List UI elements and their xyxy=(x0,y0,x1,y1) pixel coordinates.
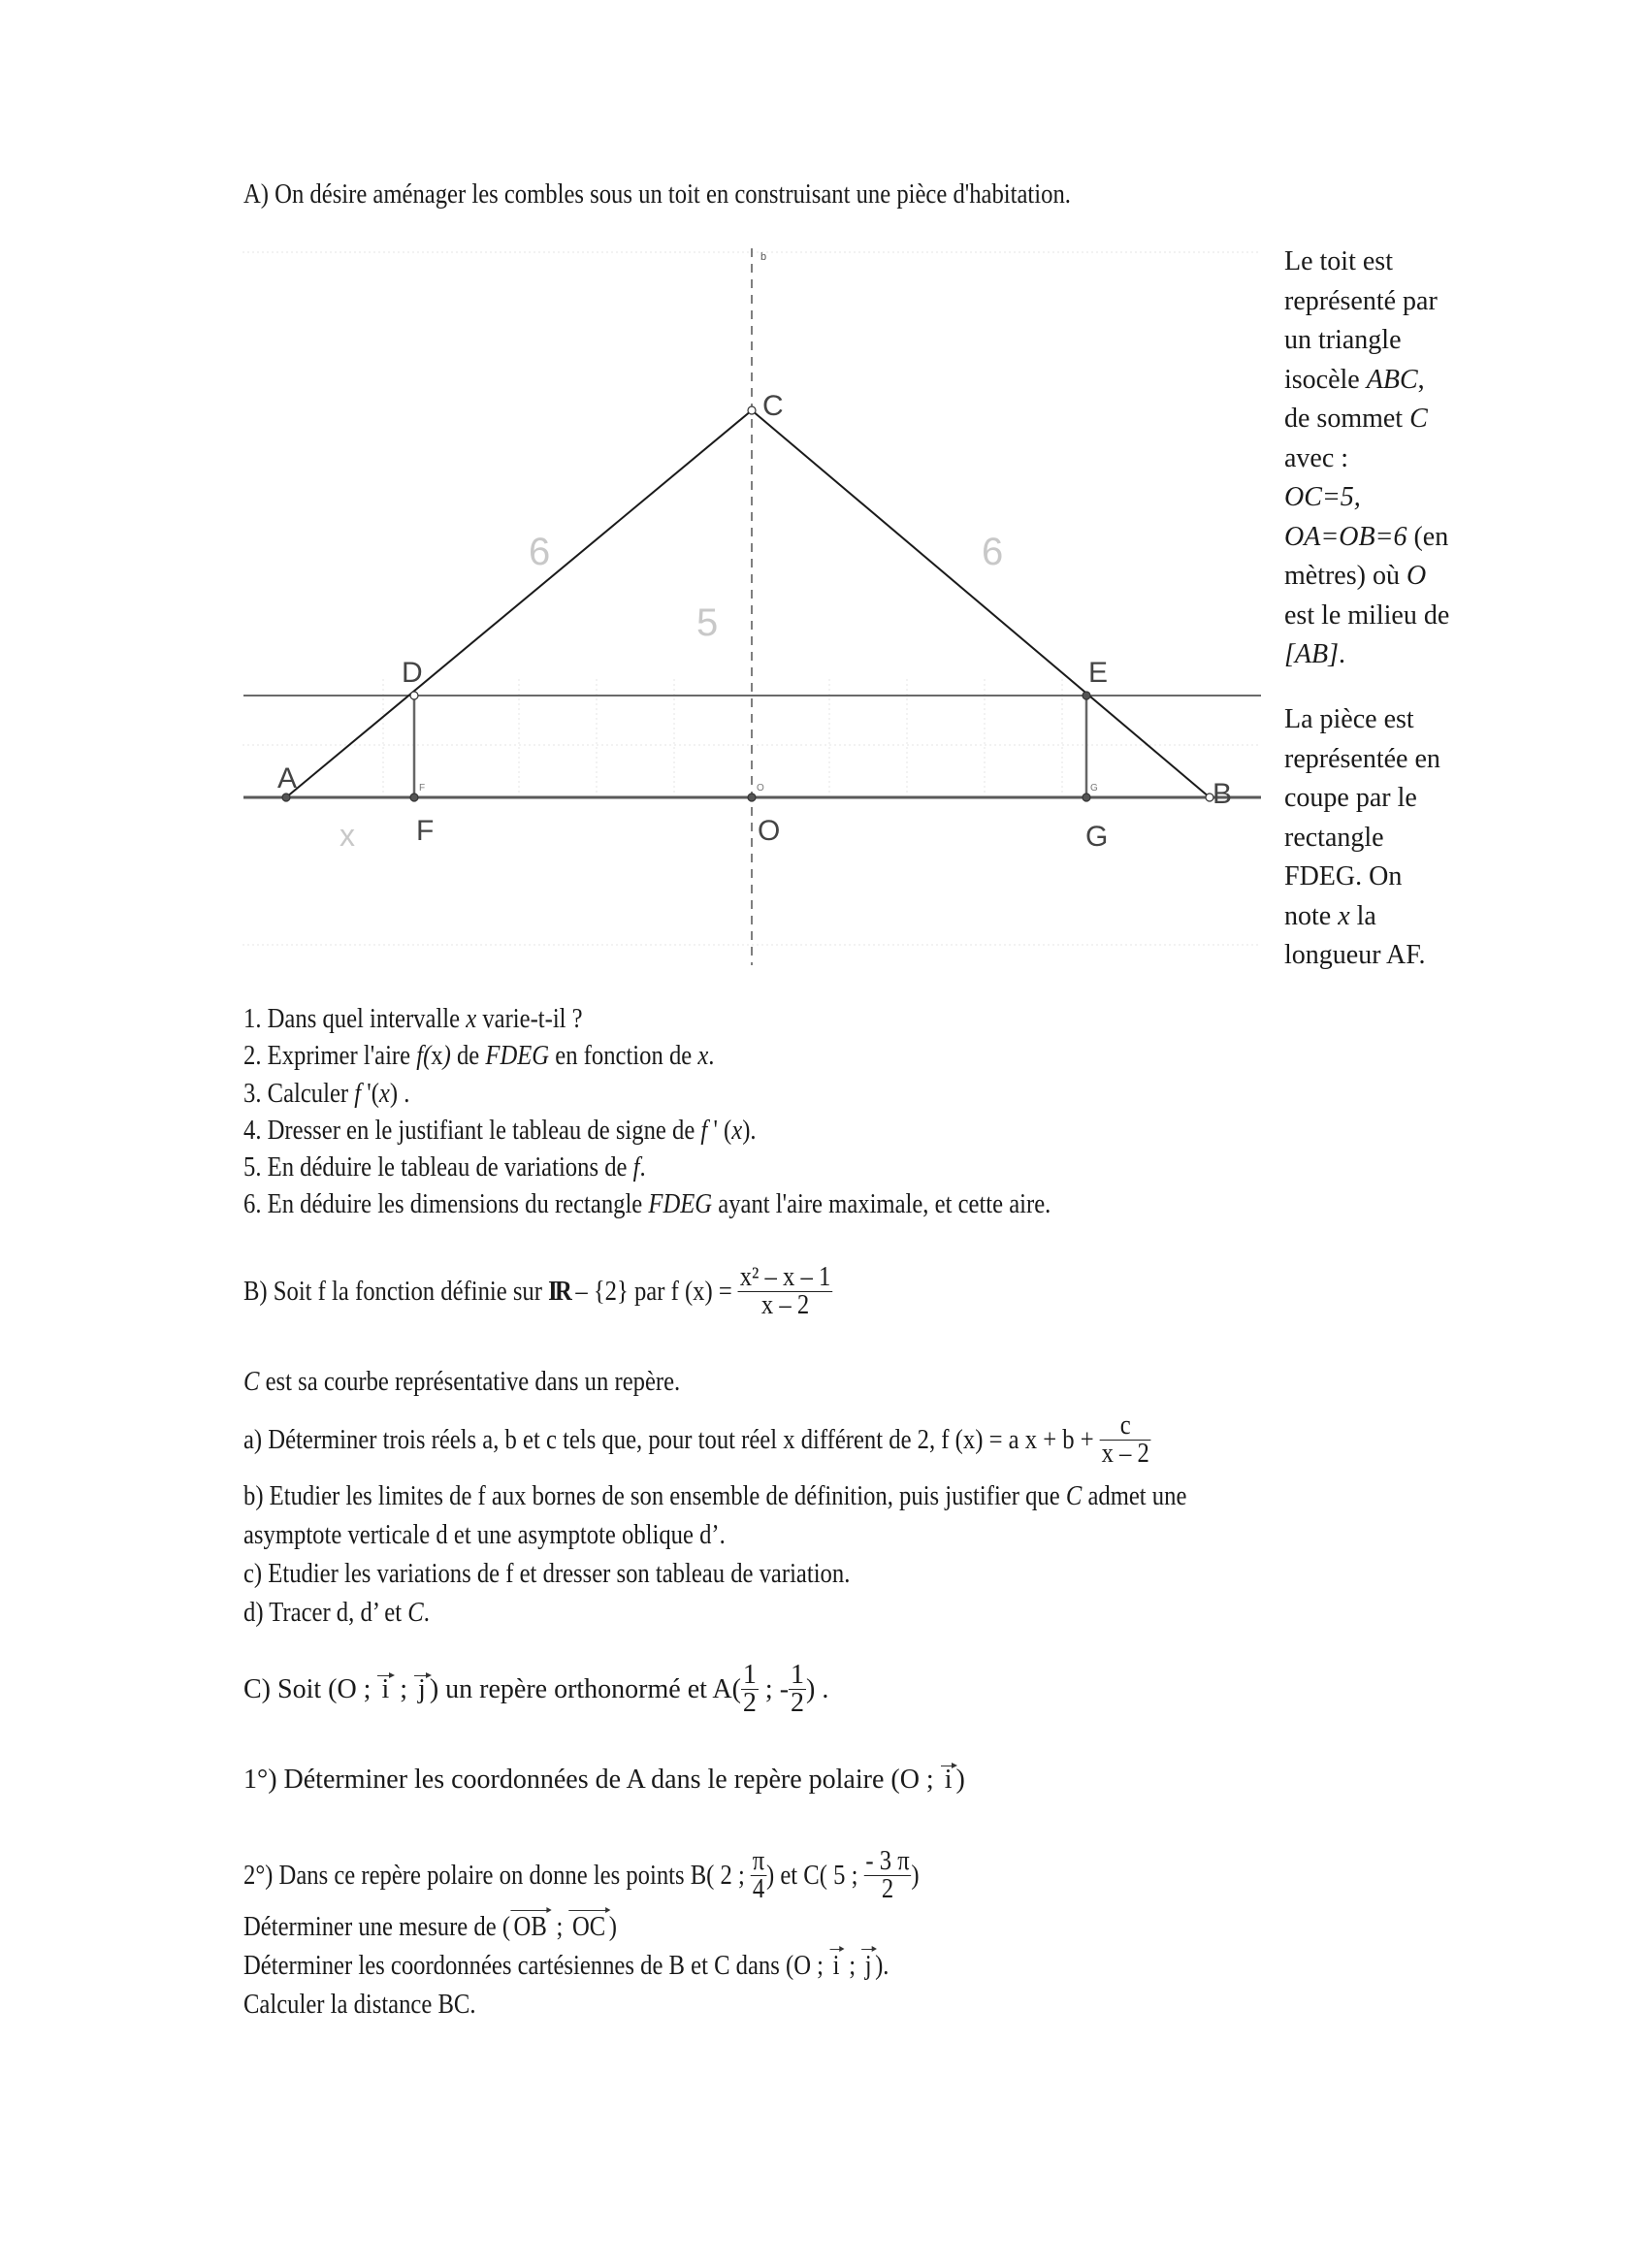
text: ) . xyxy=(389,1078,410,1109)
text: en fonction de xyxy=(549,1041,698,1072)
question-c-2 xyxy=(243,1846,920,1905)
text: . xyxy=(639,1152,646,1183)
text: d) Tracer d, d’ et xyxy=(243,1598,408,1628)
numerator: c xyxy=(1100,1412,1151,1441)
roof-desc-line xyxy=(1284,361,1449,401)
roof-desc-line xyxy=(1284,635,1449,675)
roof-desc-line xyxy=(1284,400,1449,439)
curve-name: C xyxy=(1065,1481,1083,1511)
text: admet une xyxy=(1082,1481,1187,1511)
questions-b-bcd xyxy=(243,1477,1186,1633)
roof-desc-line: est le milieu de xyxy=(1284,599,1450,631)
text: ; xyxy=(843,1951,862,1981)
question-5 xyxy=(243,1150,1051,1186)
fraction xyxy=(864,1848,912,1903)
text: , xyxy=(1417,364,1425,395)
label-e: E xyxy=(1088,657,1109,689)
text: Déterminer une mesure de ( xyxy=(243,1912,511,1942)
pencil-six-left: 6 xyxy=(529,531,551,573)
label-o: O xyxy=(758,815,781,847)
roof-description xyxy=(1284,243,1449,675)
denominator: 4 xyxy=(752,1874,765,1904)
curve-definition xyxy=(243,1366,680,1399)
fraction xyxy=(751,1848,766,1903)
text: ) et C( 5 ; xyxy=(766,1860,864,1891)
question-b-b-line1 xyxy=(243,1477,1186,1516)
pencil-five: 5 xyxy=(696,601,719,644)
label-f: F xyxy=(416,815,435,847)
vector-i: i xyxy=(377,1673,393,1706)
segment-cb xyxy=(752,410,1210,797)
vector-i: i xyxy=(941,1764,956,1797)
text: mètres) où xyxy=(1284,561,1406,591)
numerator: π xyxy=(752,1846,765,1876)
question-3 xyxy=(243,1076,1051,1113)
pencil-x: x xyxy=(340,818,355,853)
text: ' ( xyxy=(707,1115,732,1146)
roof-desc-line: représenté par xyxy=(1284,285,1438,316)
text: ; xyxy=(393,1673,415,1704)
denominator: 2 xyxy=(791,1688,805,1718)
var: x xyxy=(431,1041,443,1072)
pencil-marks xyxy=(340,531,1003,853)
variable: x xyxy=(1338,900,1350,931)
text: Exprimer l'aire xyxy=(261,1041,417,1072)
question-c-angle xyxy=(243,1908,889,1947)
roof-desc-line: OC=5, xyxy=(1284,482,1361,512)
text: – {2} par f (x) = xyxy=(569,1276,738,1307)
vertex-name: C xyxy=(1409,404,1428,434)
text: ). xyxy=(875,1951,889,1981)
rect: FDEG xyxy=(485,1041,550,1072)
fraction xyxy=(741,1662,759,1717)
diagram-points xyxy=(282,406,1213,801)
var: x xyxy=(697,1041,709,1072)
lengths: OA=OB=6 xyxy=(1284,521,1407,552)
text: Dans quel intervalle xyxy=(261,1004,467,1034)
question-4 xyxy=(243,1113,1051,1150)
text: ; - xyxy=(758,1673,790,1704)
text: C) Soit (O ; xyxy=(243,1673,378,1704)
num: 1. xyxy=(243,1004,262,1034)
numerator: 1 xyxy=(791,1660,805,1690)
fn: f xyxy=(354,1078,362,1109)
text: isocèle xyxy=(1284,364,1367,395)
roof-desc-line: un triangle xyxy=(1284,325,1402,355)
curve-name: C xyxy=(243,1367,260,1397)
text: (en xyxy=(1406,521,1449,552)
numerator: - 3 π xyxy=(865,1846,910,1876)
fraction xyxy=(789,1662,806,1717)
small-label-o: O xyxy=(757,783,764,794)
text: note xyxy=(1284,900,1339,931)
small-label-f: F xyxy=(419,783,426,794)
question-2 xyxy=(243,1038,1051,1075)
fn: f xyxy=(632,1152,640,1183)
room-desc-line: rectangle xyxy=(1284,822,1384,853)
roof-desc-line: avec : xyxy=(1284,442,1349,473)
text: ) xyxy=(911,1860,920,1891)
vector-oc: OC xyxy=(568,1908,608,1947)
part-b-intro xyxy=(243,1262,832,1321)
text: 2°) Dans ce repère polaire on donne les points B( 2 ; xyxy=(243,1860,752,1891)
label-b: B xyxy=(1212,778,1233,810)
room-desc-line: FDEG. On xyxy=(1284,861,1403,891)
denominator: x – 2 xyxy=(1101,1439,1149,1469)
curve-name: C xyxy=(407,1598,424,1628)
text: . xyxy=(1339,639,1345,669)
var: x xyxy=(378,1078,390,1109)
question-6 xyxy=(243,1186,1051,1223)
part-c-intro xyxy=(243,1660,829,1719)
text: varie-t-il ? xyxy=(476,1004,583,1034)
numerator: x² – x – 1 xyxy=(739,1262,831,1292)
var: x xyxy=(731,1115,743,1146)
text: ) . xyxy=(806,1673,829,1704)
fn: f xyxy=(700,1115,708,1146)
roof-desc-line xyxy=(1284,518,1449,558)
part-a-intro: A) On désire aménager les combles sous un toit en construisant une pièce d'habitation. xyxy=(243,179,1071,210)
text: 1°) Déterminer les coordonnées de A dans le repère polaire (O ; xyxy=(243,1765,941,1795)
roof-desc-line: Le toit est xyxy=(1284,246,1393,276)
vector-j: j xyxy=(414,1673,430,1706)
fn: f( xyxy=(416,1041,432,1072)
question-b-a xyxy=(243,1410,1151,1470)
label-g: G xyxy=(1085,821,1109,853)
label-c: C xyxy=(762,390,784,422)
room-desc-line: représentée en xyxy=(1284,743,1440,774)
text: En déduire le tableau de variations de xyxy=(261,1152,633,1183)
vector-i: i xyxy=(829,1947,843,1986)
text: est sa courbe représentative dans un repère. xyxy=(259,1367,681,1397)
num: 2. xyxy=(243,1041,262,1072)
vector-ob: OB xyxy=(510,1908,550,1947)
reals-symbol: IR xyxy=(548,1276,570,1307)
small-label-g: G xyxy=(1090,783,1098,794)
text: a) Déterminer trois réels a, b et c tels que, pour tout réel x différent de 2, f (x) = a x + b + xyxy=(243,1424,1100,1455)
question-c-distance: Calculer la distance BC. xyxy=(243,1990,476,2020)
room-desc-line xyxy=(1284,897,1440,937)
questions-c-rest xyxy=(243,1908,889,2025)
text: ) xyxy=(608,1912,617,1942)
text: ) xyxy=(955,1765,965,1795)
room-description xyxy=(1284,700,1440,976)
label-a: A xyxy=(277,762,298,794)
num: 4. xyxy=(243,1115,262,1146)
function-fraction xyxy=(738,1264,832,1319)
text: Déterminer les coordonnées cartésiennes de B et C dans (O ; xyxy=(243,1951,830,1981)
rect: FDEG xyxy=(648,1189,713,1220)
text: Calculer xyxy=(261,1078,355,1109)
num: 6. xyxy=(243,1189,262,1220)
num: 3. xyxy=(243,1078,262,1109)
room-desc-line: La pièce est xyxy=(1284,704,1414,734)
text: ) xyxy=(442,1041,451,1072)
label-d: D xyxy=(402,657,423,689)
question-b-c: c) Etudier les variations de f et dresser son tableau de variation. xyxy=(243,1559,851,1589)
triangle-name: ABC xyxy=(1366,364,1418,395)
denominator: 2 xyxy=(881,1874,894,1904)
text: . xyxy=(423,1598,430,1628)
text: la xyxy=(1349,900,1376,931)
text: de sommet xyxy=(1284,404,1410,434)
numerator: 1 xyxy=(742,1660,757,1690)
question-b-d xyxy=(243,1594,1186,1633)
text: B) Soit f la fonction définie sur xyxy=(243,1276,549,1307)
num: 5. xyxy=(243,1152,262,1183)
text: de xyxy=(450,1041,486,1072)
segment-ac xyxy=(286,410,752,797)
text: ) un repère orthonormé et A( xyxy=(429,1673,741,1704)
text: . xyxy=(708,1041,715,1072)
text: b) Etudier les limites de f aux bornes de son ensemble de définition, puis justifier que xyxy=(243,1481,1066,1511)
question-b-b-line2: asymptote verticale d et une asymptote oblique d’. xyxy=(243,1520,726,1550)
text: ; xyxy=(550,1912,569,1942)
axis-label-b: b xyxy=(760,251,767,263)
fraction xyxy=(1100,1412,1151,1468)
pencil-six-right: 6 xyxy=(982,531,1004,573)
question-1 xyxy=(243,1001,1051,1038)
roof-diagram xyxy=(0,0,1280,980)
text: '( xyxy=(361,1078,379,1109)
text: Dresser en le justifiant le tableau de signe de xyxy=(261,1115,701,1146)
segment-name: [AB] xyxy=(1284,639,1339,669)
point-name: O xyxy=(1406,561,1427,591)
denominator: 2 xyxy=(742,1688,757,1718)
var: x xyxy=(466,1004,477,1034)
room-desc-line: coupe par le xyxy=(1284,783,1417,813)
text: ayant l'aire maximale, et cette aire. xyxy=(712,1189,1051,1220)
denominator: x – 2 xyxy=(760,1290,810,1320)
text: ). xyxy=(742,1115,757,1146)
roof-desc-line xyxy=(1284,557,1449,597)
room-desc-line: longueur AF. xyxy=(1284,940,1426,970)
question-c-1 xyxy=(243,1764,965,1797)
part-a-questions xyxy=(243,1001,1051,1224)
vector-j: j xyxy=(861,1947,875,1986)
text: En déduire les dimensions du rectangle xyxy=(261,1189,649,1220)
question-c-cartesian xyxy=(243,1947,889,1986)
